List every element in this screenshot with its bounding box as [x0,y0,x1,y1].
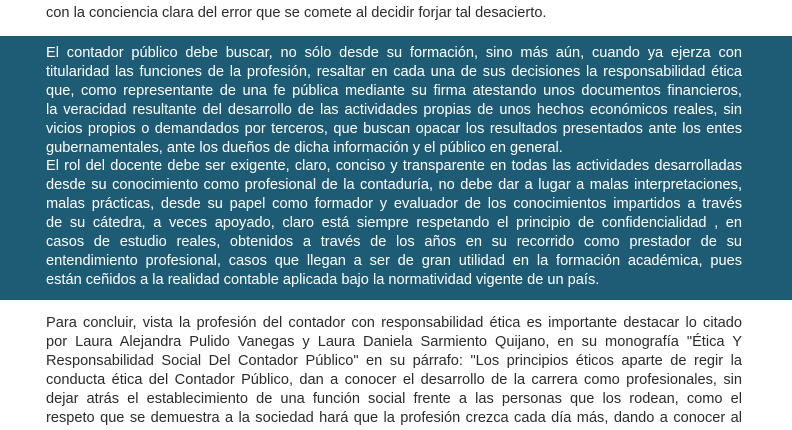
text-line: que, como representante de una fe pública mediante su firma atestando unos documentos financieros, [46,83,742,99]
text-line: casos de estudio reales, obtenidos a través de los años en su recorrido como prestador de su [46,234,742,250]
text-line: están ceñidos a la realidad contable aplicada bajo la normatividad vigente de un país. [46,272,600,288]
text-line: Responsabilidad Social Del Contador Público" en su párrafo: "Los principios éticos aparte de regir la [46,353,742,369]
text-line: gubernamentales, ante los dueños de dicha información y el público en general. [46,140,563,156]
text-line: Para concluir, vista la profesión del contador con responsabilidad ética es importante destacar lo citado [46,315,742,331]
text-line: por Laura Alejandra Pulido Vanegas y Laura Daniela Sarmiento Quijano, en su monografía "Ética Y [46,334,742,350]
text-line: respeto que se demuestra a la sociedad hará que la profesión crezca cada día más, dando a conocer al [46,410,742,426]
text-line: desde su conocimiento como profesional de la contaduría, no debe dar a lugar a malas interpretaciones, [46,177,742,193]
text-line: la veracidad resultante del desarrollo de las actividades propias de unos hechos económicos reales, sin [46,102,742,118]
text-line: El rol del docente debe ser exigente, claro, conciso y transparente en todas las actividades desarrolladas [46,158,742,174]
text-line: El contador público debe buscar, no sólo desde su formación, sino más aún, cuando ya ejerza con [46,45,742,61]
text-line: con la conciencia clara del error que se comete al decidir forjar tal desacierto. [46,5,547,21]
bottom-paragraph [0,300,792,430]
text-line: entendimiento profesional, casos que llegan a ser de gran utilidad en la formación académica, pues [46,253,742,269]
top-paragraph [0,0,792,36]
text-line: de su cátedra, a veces apoyado, claro está siempre respetando el principio de confidencialidad , en [46,215,742,231]
text-line: vicios propios o demandados por terceros, que buscan opacar los resultados presentados ante los entes [46,121,742,137]
text-line: malas prácticas, desde su papel como formador y evaluador de los conocimientos impartidos a través [46,196,742,212]
text-line: conducta ética del Contador Público, dan a conocer el desarrollo de la carrera como profesionales, sin [46,372,742,388]
text-line: titularidad las funciones de la profesión, resaltar en cada una de sus decisiones la responsabilidad ética [46,64,742,80]
highlighted-paragraph-band [0,36,792,300]
text-line: dejar atrás el establecimiento de una función social frente a las personas que los rodean, como el [46,391,742,407]
